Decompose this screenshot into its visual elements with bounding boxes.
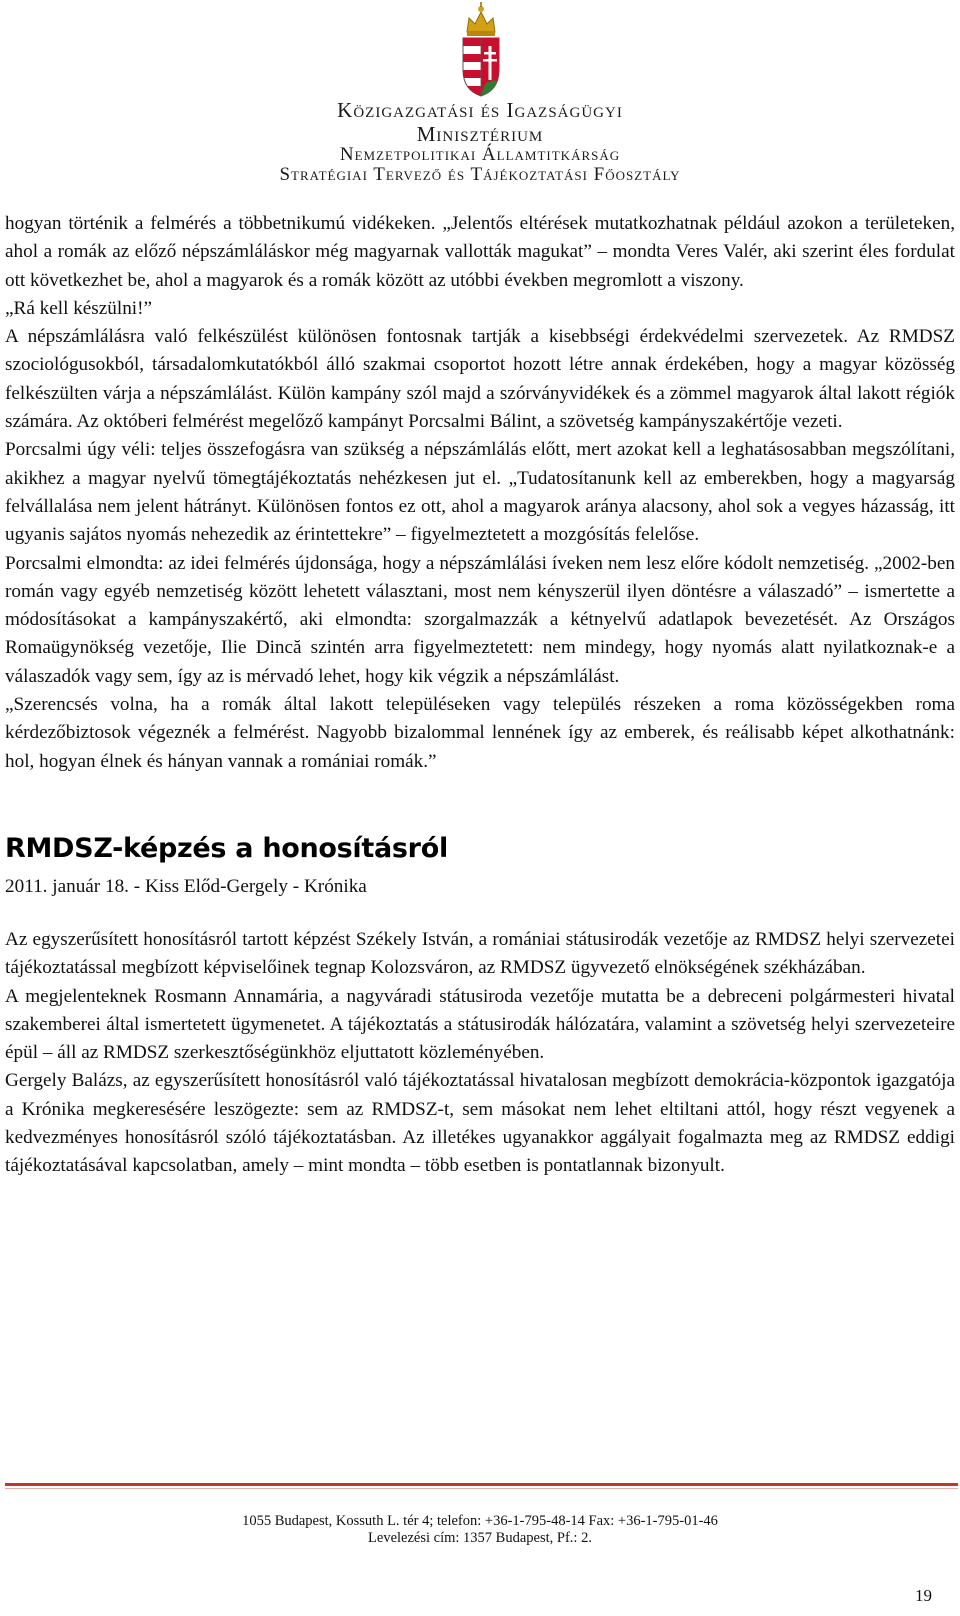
body-paragraph-4: Porcsalmi elmondta: az idei felmérés újdonsága, hogy a népszámlálási íveken nem lesz előre kódolt nemzetiség. „2002-ben román vagy egyéb nemzetiség között lehetett választani, most nem kényszerül ilyen döntésre a válaszadó” – ismertette a módosításokat a kampányszakértő, aki elmondta: szorgalmazzák a kétnyelvű adatlapok bevezetését. Az Országos Romaügynökség vezetője, Ilie Dincă szintén arra figyelmeztetett: nem mindegy, hogy nyomás alatt nyilatkoznak-e a válaszadók vagy sem, így az is mérvadó lehet, hogy kik végzik a népszámlálást. — [5, 552, 955, 687]
page-number: 19 — [915, 1586, 932, 1605]
article-paragraph-3: Gergely Balázs, az egyszerűsített honosításról való tájékoztatással hivatalosan megbízott demokrácia-központok igazgatója a Krónika megkeresésére leszögezte: sem az RMDSZ-t, sem másokat nem lehet eltiltani attól, hogy részt vegyenek a kedvezményes honosításról szóló tájékoztatásban. Az illetékes ugyanakkor aggályait fogalmazta meg az RMDSZ eddigi tájékoztatásával kapcsolatban, amely – mint mondta – több esetben is pontatlannak bizonyult. — [5, 1070, 955, 1177]
article-paragraph-2: A megjelenteknek Rosmann Annamária, a nagyváradi státusiroda vezetője mutatta be a debreceni polgármesteri hivatal szakemberei által ismertetett ügymenetet. A tájékoztatás a státusirodák hálózatára, valamint a szövetség helyi szervezeteire épül – áll az RMDSZ szerkesztőségünkhöz eljuttatott közleményében. — [5, 985, 955, 1064]
footer-address: 1055 Budapest, Kossuth L. tér 4; telefon: +36-1-795-48-14 Fax: +36-1-795-01-46 — [242, 1513, 718, 1529]
ministry-name-line2: Minisztérium — [416, 122, 544, 146]
document-body — [5, 210, 955, 1181]
byline-spacer — [5, 900, 955, 926]
letterhead — [0, 0, 960, 190]
state-secretariat-line: Nemzetpolitikai Államtitkárság — [339, 144, 621, 165]
section-spacer — [5, 776, 955, 832]
article-paragraph-1: Az egyszerűsített honosításról tartott képzést Székely István, a romániai státusirodák vezetője az RMDSZ helyi szervezetei tájékoztatással megbízott képviselőinek tegnap Kolozsváron, az RMDSZ ügyvezető elnökségének székházában. — [5, 928, 955, 979]
body-paragraph-3: Porcsalmi úgy véli: teljes összefogásra van szükség a népszámlálás előtt, mert azokat kell a leghatásosabban megszólítani, akikhez a magyar nyelvű tömegtájékoztatás nehézkesen jut el. „Tudatosítanunk kell az emberekben, hogy a magyarság felvállalása nem jelent hátrányt. Különösen fontos ez ott, ahol a magyarok aránya alacsony, ahol sok a vegyes házasság, itt ugyanis sajátos nyomás nehezedik az érintettekre” – figyelmeztetett a mozgósítás felelőse. — [5, 439, 955, 546]
article-title: RMDSZ-képzés a honosításról — [5, 832, 448, 864]
article-byline: 2011. január 18. - Kiss Előd-Gergely - Krónika — [5, 875, 367, 897]
footer-divider — [5, 1483, 958, 1486]
footer-divider-thin — [5, 1488, 958, 1489]
body-paragraph-2: A népszámlálásra való felkészülést különösen fontosnak tartják a kisebbségi érdekvédelmi szervezetek. Az RMDSZ szociológusokból, társadalomkutatókból álló szakmai csoportot hozott létre annak érdekében, hogy a magyar közösség felkészülten várja a népszámlálást. Külön kampány szól majd a szórványvidékek és a zömmel magyarok által lakott régiók számára. Az októberi felmérést megelőző kampányt Porcsalmi Bálint, a szövetség kampányszakértője vezeti. — [5, 326, 955, 433]
department-line: Stratégiai Tervező és Tájékoztatási Főosztály — [279, 164, 681, 185]
body-paragraph-1: hogyan történik a felmérés a többetnikumú vidékeken. „Jelentős eltérések mutatkozhatnak például azokon a területeken, ahol a romák az előző népszámláláskor még magyarnak vallották magukat” – mondta Veres Valér, aki szerint éles fordulat ott következhet be, ahol a magyarok és a romák között az utóbbi években megromlott a viszony. — [5, 213, 955, 291]
body-paragraph-5: „Szerencsés volna, ha a romák által lakott településeken vagy település részeken a roma közösségekben roma kérdezőbiztosok végeznék a felmérést. Nagyobb bizalommal lennének így az emberek, és reálisabb képet alkothatnánk: hol, hogyan élnek és hányan vannak a romániai romák.” — [5, 694, 955, 772]
ministry-name-line1: Közigazgatási és Igazságügyi — [337, 98, 623, 122]
footer-mailing-address: Levelezési cím: 1357 Budapest, Pf.: 2. — [368, 1530, 592, 1546]
hungarian-coat-of-arms-icon — [455, 2, 507, 98]
body-subheading: „Rá kell készülni!” — [5, 297, 153, 319]
